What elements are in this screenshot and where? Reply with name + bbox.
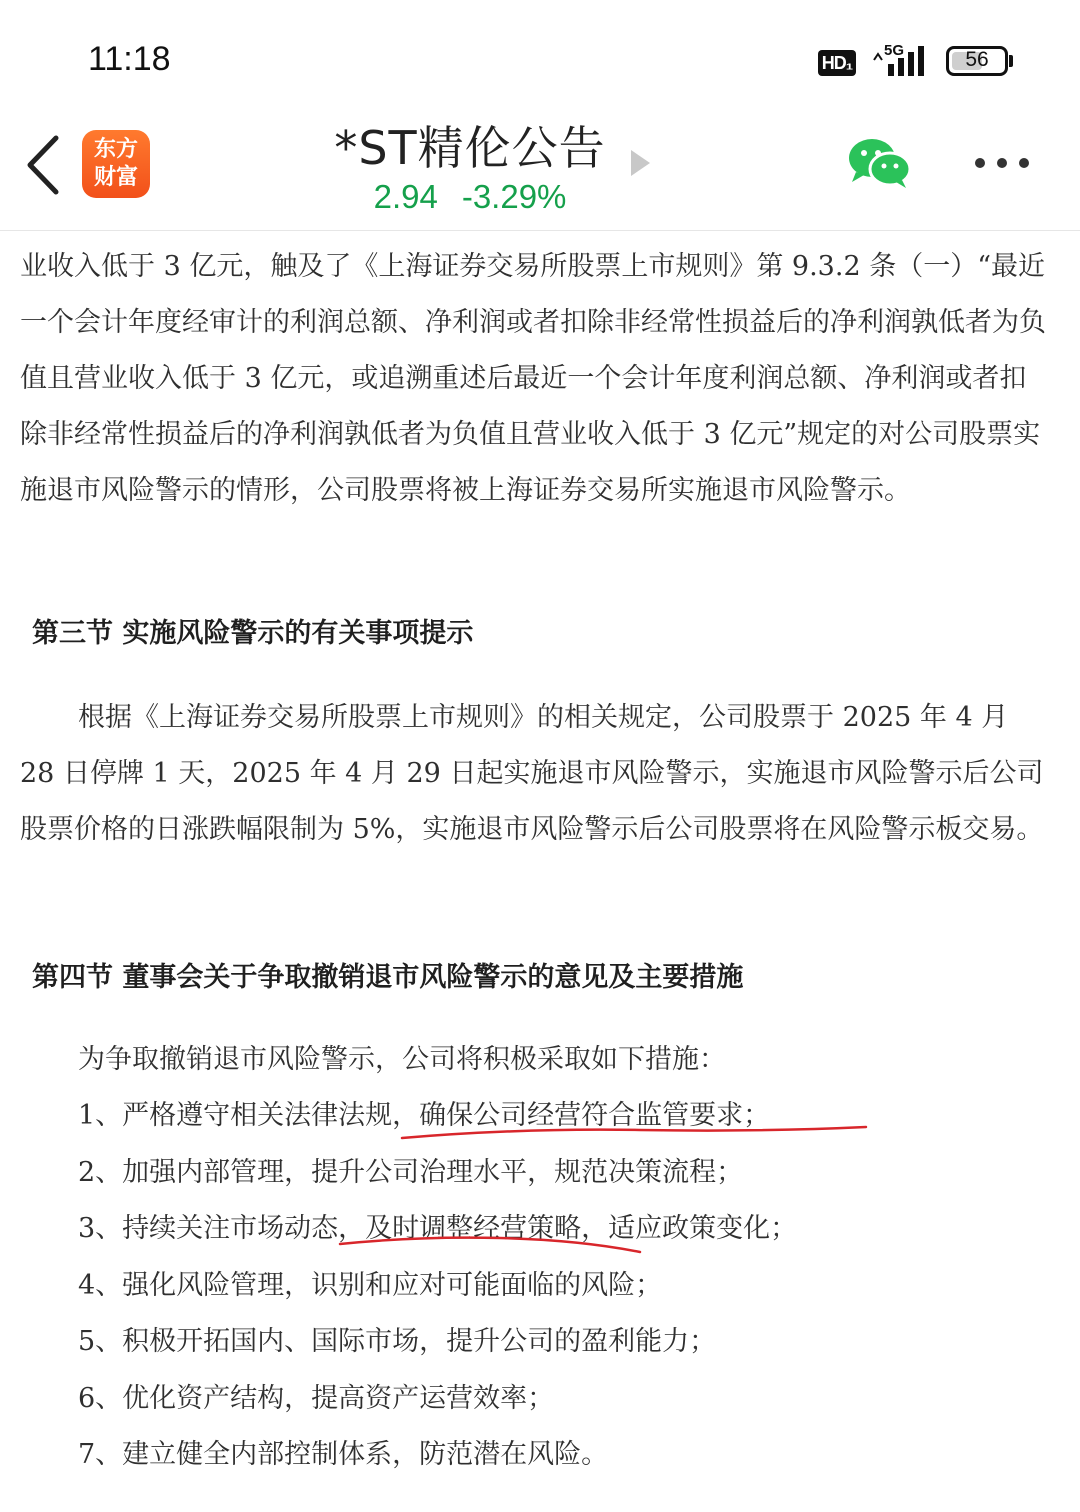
section-3-title: 第三节 实施风险警示的有关事项提示 <box>32 618 474 649</box>
stock-change: -3.29% <box>461 178 567 215</box>
list-item: 6、优化资产结构，提高资产运营效率； <box>78 1382 555 1414</box>
list-item: 1、严格遵守相关法律法规，确保公司经营符合监管要求； <box>78 1100 771 1131</box>
nav-header <box>0 100 1080 231</box>
section-4-title: 第四节 董事会关于争取撤销退市风险警示的意见及主要措施 <box>32 962 744 993</box>
network-type-label: 5G <box>884 42 905 59</box>
more-dots-icon <box>972 148 1032 178</box>
paragraph-delisting-trigger: 业收入低于 3 亿元，触及了《上海证券交易所股票上市规则》第 9.3.2 条（一）“最近一个会计年度经审计的利润总额、净利润或者扣除非经常性损益后的净利润孰低者为负值且营业收入低于 3 亿元，或追溯重述后最近一个会计年度利润总额、净利润或者扣除非经常性损益后的净利润孰低者为负值且营业收入低于 3 亿元”规定的对公司股票实施退市风险警示的情形，公司股票将被上海证券交易所实施退市风险警示。 <box>20 251 1046 506</box>
back-button[interactable] <box>18 130 68 200</box>
battery-tip <box>1009 55 1013 67</box>
status-bar <box>0 0 1080 100</box>
stock-quote <box>330 178 610 216</box>
hd-voice-icon: HD₁ <box>818 50 856 76</box>
status-time: 11:18 <box>88 40 171 78</box>
logo-text-line2: 财富 <box>93 164 138 190</box>
paragraph-risk-warning-details: 根据《上海证券交易所股票上市规则》的相关规定，公司股票于 2025 年 4 月 28 日停牌 1 天，2025 年 4 月 29 日起实施退市风险警示，实施退市风险警示后公司股票价格的日涨跌幅限制为 5%，实施退市风险警示后公司股票将在风险警示板交易。 <box>20 702 1044 845</box>
logo-text-line1: 东方 <box>93 136 138 162</box>
list-item: 3、持续关注市场动态，及时调整经营策略，适应政策变化； <box>78 1213 798 1244</box>
app-logo[interactable] <box>82 130 150 198</box>
measures-intro: 为争取撤销退市风险警示，公司将积极采取如下措施： <box>78 1044 726 1075</box>
wechat-share-button[interactable] <box>846 136 912 190</box>
battery-icon <box>946 46 1008 76</box>
battery-level-text: 56 <box>965 48 989 71</box>
stock-price: 2.94 <box>373 178 438 215</box>
list-item: 2、加强内部管理，提升公司治理水平，规范决策流程； <box>78 1156 744 1188</box>
list-item: 7、建立健全内部控制体系，防范潜在风险。 <box>78 1439 609 1470</box>
list-item: 4、强化风险管理，识别和应对可能面临的风险； <box>78 1269 663 1301</box>
triangle-right-icon[interactable] <box>628 148 652 178</box>
more-options-button[interactable] <box>972 148 1032 178</box>
chevron-left-icon <box>18 130 68 200</box>
measures-list <box>78 1088 797 1484</box>
signal-icon <box>870 42 934 78</box>
page-title: *ST精伦公告 <box>334 121 606 175</box>
list-item: 5、积极开拓国内、国际市场，提升公司的盈利能力； <box>78 1326 717 1357</box>
wechat-icon <box>846 136 912 190</box>
